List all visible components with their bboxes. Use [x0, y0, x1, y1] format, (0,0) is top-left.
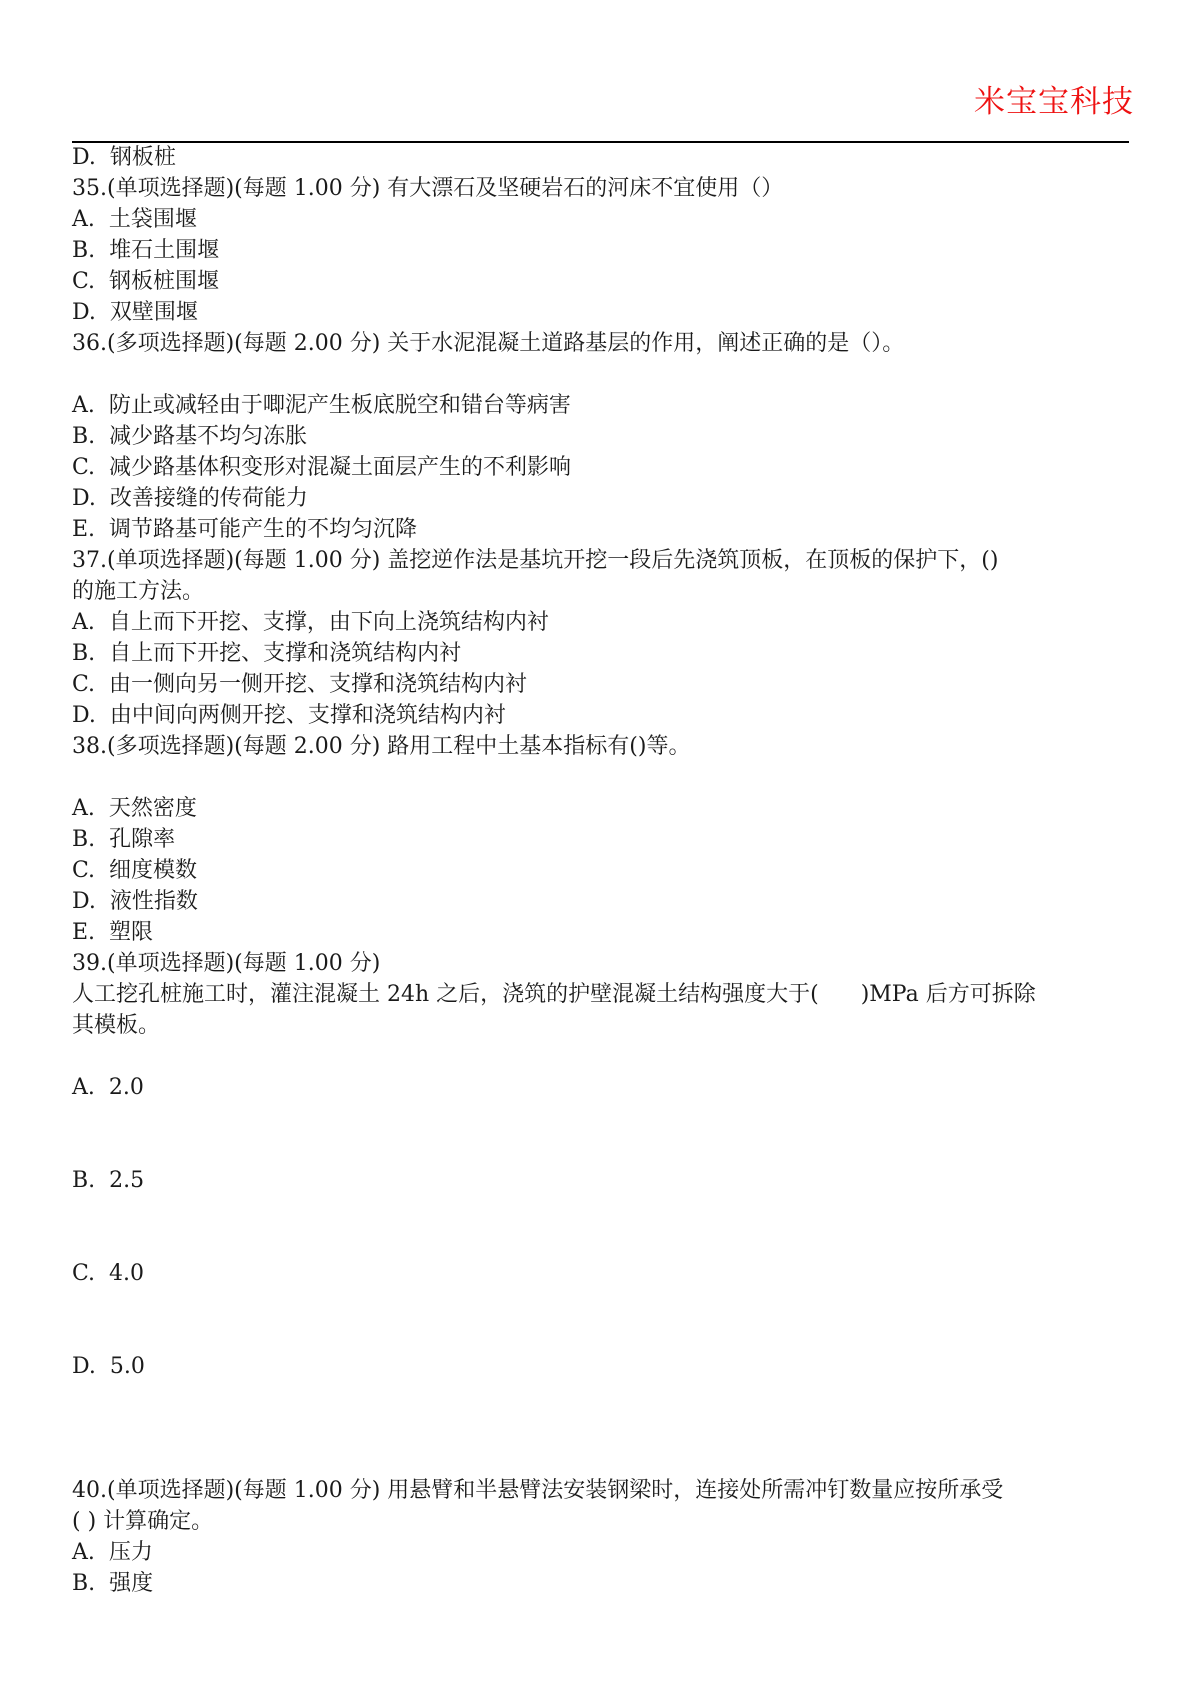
q38-option-d: D. 液性指数	[72, 889, 198, 914]
q37-option-a: A. 自上而下开挖、支撑，由下向上浇筑结构内衬	[72, 610, 549, 635]
q35-option-d: D. 双壁围堰	[72, 300, 198, 325]
brand-watermark: 米宝宝科技	[974, 84, 1134, 120]
q40-option-a: A. 压力	[72, 1540, 153, 1565]
question-40-cont: ( ) 计算确定。	[72, 1509, 214, 1534]
q36-option-a: A. 防止或减轻由于唧泥产生板底脱空和错台等病害	[72, 393, 571, 418]
q38-option-c: C. 细度模数	[72, 858, 198, 883]
q37-option-c: C. 由一侧向另一侧开挖、支撑和浇筑结构内衬	[72, 672, 528, 697]
q39-option-b: B. 2.5	[72, 1168, 145, 1193]
question-36: 36.(多项选择题)(每题 2.00 分) 关于水泥混凝土道路基层的作用，阐述正确的是（）。	[72, 331, 905, 356]
question-38: 38.(多项选择题)(每题 2.00 分) 路用工程中土基本指标有()等。	[72, 734, 691, 759]
q35-option-c: C. 钢板桩围堰	[72, 269, 220, 294]
q36-option-d: D. 改善接缝的传荷能力	[72, 486, 308, 511]
question-39-cont: 其模板。	[72, 1013, 161, 1038]
q36-option-e: E. 调节路基可能产生的不均匀沉降	[72, 517, 418, 542]
question-35: 35.(单项选择题)(每题 1.00 分) 有大漂石及坚硬岩石的河床不宜使用（）	[72, 176, 784, 201]
question-37-cont: 的施工方法。	[72, 579, 205, 604]
q38-option-e: E. 塑限	[72, 920, 154, 945]
q36-option-c: C. 减少路基体积变形对混凝土面层产生的不利影响	[72, 455, 572, 480]
question-37: 37.(单项选择题)(每题 1.00 分) 盖挖逆作法是基坑开挖一段后先浇筑顶板，在顶板的保护下，()	[72, 548, 999, 573]
q39-option-d: D. 5.0	[72, 1354, 145, 1379]
q35-option-b: B. 堆石土围堰	[72, 238, 220, 263]
header-rule	[72, 141, 1129, 143]
question-39: 39.(单项选择题)(每题 1.00 分)	[72, 951, 381, 976]
question-40: 40.(单项选择题)(每题 1.00 分) 用悬臂和半悬臂法安装钢梁时，连接处所需冲钉数量应按所承受	[72, 1478, 1004, 1503]
q40-option-b: B. 强度	[72, 1571, 154, 1596]
q38-option-b: B. 孔隙率	[72, 827, 176, 852]
q36-option-b: B. 减少路基不均匀冻胀	[72, 424, 308, 449]
option-d-q34: D. 钢板桩	[72, 145, 176, 170]
q38-option-a: A. 天然密度	[72, 796, 197, 821]
q39-option-a: A. 2.0	[72, 1075, 144, 1100]
q39-option-c: C. 4.0	[72, 1261, 145, 1286]
q35-option-a: A. 土袋围堰	[72, 207, 197, 232]
q37-option-b: B. 自上而下开挖、支撑和浇筑结构内衬	[72, 641, 462, 666]
question-39-body: 人工挖孔桩施工时，灌注混凝土 24h 之后，浇筑的护壁混凝土结构强度大于( )MPa 后方可拆除	[72, 982, 1036, 1007]
q37-option-d: D. 由中间向两侧开挖、支撑和浇筑结构内衬	[72, 703, 506, 728]
